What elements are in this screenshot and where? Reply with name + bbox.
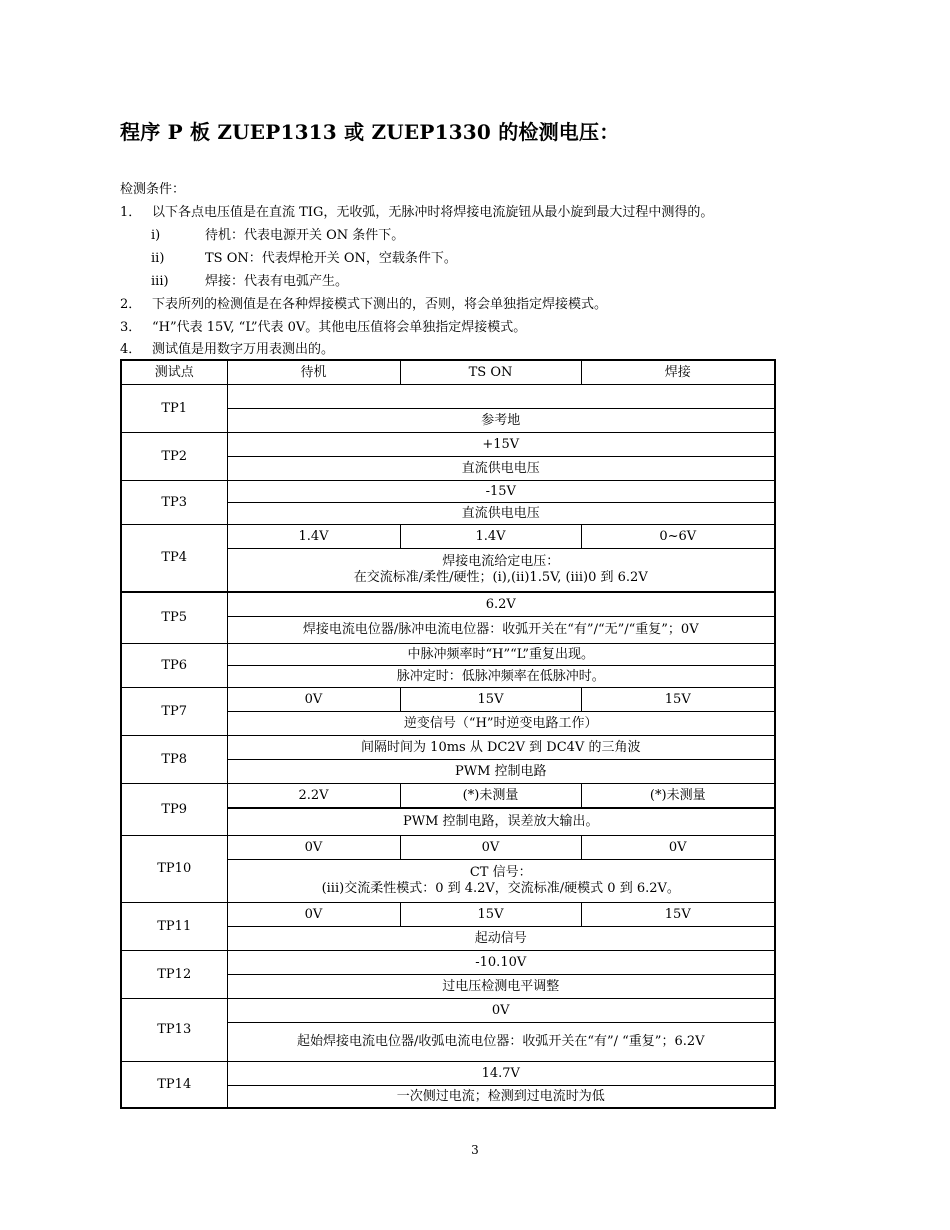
description-cell: 脉冲定时：低脉冲频率在低脉冲时。: [227, 666, 775, 688]
test-point-label: TP8: [121, 736, 227, 784]
description-cell: 过电压检测电平调整: [227, 975, 775, 999]
table-row: [121, 385, 775, 409]
subitem-text: 焊接：代表有电弧产生。: [205, 274, 349, 289]
condition-text: 测试值是用数字万用表测出的。: [152, 342, 335, 357]
standby-cell: 1.4V: [227, 525, 400, 549]
subitem-text: TS ON：代表焊枪开关 ON，空载条件下。: [205, 251, 457, 266]
value-cell: +15V: [227, 433, 775, 457]
table-row: [121, 644, 775, 666]
description-cell: 直流供电电压: [227, 457, 775, 481]
subitem-number: iii): [151, 274, 169, 289]
header-cell: 测试点: [121, 360, 227, 385]
test-point-label: TP6: [121, 644, 227, 688]
test-point-label: TP1: [121, 385, 227, 433]
value-cell: -10.10V: [227, 951, 775, 975]
description-line: 在交流标准/柔性/硬性；(i),(ii)1.5V, (iii)0 到 6.2V: [353, 570, 648, 585]
header-cell: TS ON: [400, 360, 581, 385]
test-point-label: TP3: [121, 481, 227, 525]
condition-item: [120, 316, 526, 335]
description-cell: 参考地: [227, 409, 775, 433]
condition-text: “H”代表 15V, “L”代表 0V。其他电压值将会单独指定焊接模式。: [152, 320, 527, 335]
page-number: 3: [471, 1143, 479, 1157]
weld-cell: 0~6V: [581, 525, 775, 549]
header-cell: 焊接: [581, 360, 775, 385]
header-cell: 待机: [227, 360, 400, 385]
condition-item: [120, 338, 334, 357]
test-point-label: TP12: [121, 951, 227, 999]
subitem-number: i): [151, 228, 161, 243]
table-row: [121, 951, 775, 975]
condition-subitem: [151, 247, 457, 266]
weld-cell: 15V: [581, 903, 775, 927]
test-point-label: TP13: [121, 999, 227, 1062]
conditions-heading: 检测条件：: [120, 182, 186, 197]
test-point-label: TP7: [121, 688, 227, 736]
table-row: [121, 1062, 775, 1086]
standby-cell: 0V: [227, 688, 400, 712]
value-cell: 间隔时间为 10ms 从 DC2V 到 DC4V 的三角波: [227, 736, 775, 760]
voltage-table: [120, 359, 776, 1109]
description-cell: 一次侧过电流；检测到过电流时为低: [227, 1086, 775, 1109]
ts-on-cell: 15V: [400, 688, 581, 712]
table-row: [121, 592, 775, 617]
condition-subitem: [151, 224, 404, 243]
test-point-label: TP4: [121, 525, 227, 593]
test-point-label: TP10: [121, 836, 227, 903]
value-cell: 中脉冲频率时“H”“L”重复出现。: [227, 644, 775, 666]
description-cell: 直流供电电压: [227, 503, 775, 525]
table-row: [121, 999, 775, 1023]
condition-item: [120, 201, 713, 220]
test-point-label: TP14: [121, 1062, 227, 1109]
condition-text: 下表所列的检测值是在各种焊接模式下测出的，否则，将会单独指定焊接模式。: [152, 297, 608, 312]
weld-cell: (*)未测量: [581, 784, 775, 809]
description-cell: [227, 549, 775, 593]
value-cell: 14.7V: [227, 1062, 775, 1086]
description-line: 焊接电流给定电压：: [442, 554, 560, 569]
description-line: CT 信号：: [469, 865, 532, 880]
value-cell: [227, 385, 775, 409]
test-point-label: TP11: [121, 903, 227, 951]
condition-number: 2．: [120, 297, 142, 312]
subitem-text: 待机：代表电源开关 ON 条件下。: [205, 228, 405, 243]
condition-item: [120, 293, 607, 312]
value-cell: -15V: [227, 481, 775, 503]
test-point-label: TP9: [121, 784, 227, 836]
description-cell: 逆变信号（“H”时逆变电路工作）: [227, 712, 775, 736]
table-row: [121, 525, 775, 549]
condition-text: 以下各点电压值是在直流 TIG，无收弧，无脉冲时将焊接电流旋钮从最小旋到最大过程中测得的。: [152, 205, 714, 220]
weld-cell: 15V: [581, 688, 775, 712]
table-row: [121, 836, 775, 860]
description-cell: PWM 控制电路: [227, 760, 775, 784]
standby-cell: 2.2V: [227, 784, 400, 809]
weld-cell: 0V: [581, 836, 775, 860]
ts-on-cell: 15V: [400, 903, 581, 927]
condition-number: 4．: [120, 342, 142, 357]
table-row: [121, 736, 775, 760]
page-title: 程序 P 板 ZUEP1313 或 ZUEP1330 的检测电压：: [120, 120, 620, 144]
condition-number: 3．: [120, 320, 142, 335]
description-cell: 起动信号: [227, 927, 775, 951]
table-header-row: [121, 360, 775, 385]
table-row: [121, 903, 775, 927]
ts-on-cell: (*)未测量: [400, 784, 581, 809]
table-row: [121, 481, 775, 503]
value-cell: 0V: [227, 999, 775, 1023]
ts-on-cell: 1.4V: [400, 525, 581, 549]
table-row: [121, 688, 775, 712]
table-row: [121, 784, 775, 809]
description-cell: 起始焊接电流电位器/收弧电流电位器：收弧开关在“有”/ “重复”；6.2V: [227, 1023, 775, 1062]
condition-subitem: [151, 270, 348, 289]
test-point-label: TP2: [121, 433, 227, 481]
condition-number: 1．: [120, 205, 142, 220]
description-line: (iii)交流柔性模式：0 到 4.2V，交流标准/硬模式 0 到 6.2V。: [321, 881, 680, 896]
standby-cell: 0V: [227, 903, 400, 927]
description-cell: 焊接电流电位器/脉冲电流电位器：收弧开关在“有”/“无”/“重复”；0V: [227, 617, 775, 644]
subitem-number: ii): [151, 251, 165, 266]
description-cell: [227, 860, 775, 903]
value-cell: 6.2V: [227, 592, 775, 617]
test-point-label: TP5: [121, 592, 227, 644]
standby-cell: 0V: [227, 836, 400, 860]
table-row: [121, 433, 775, 457]
description-cell: PWM 控制电路，误差放大输出。: [227, 808, 775, 836]
ts-on-cell: 0V: [400, 836, 581, 860]
